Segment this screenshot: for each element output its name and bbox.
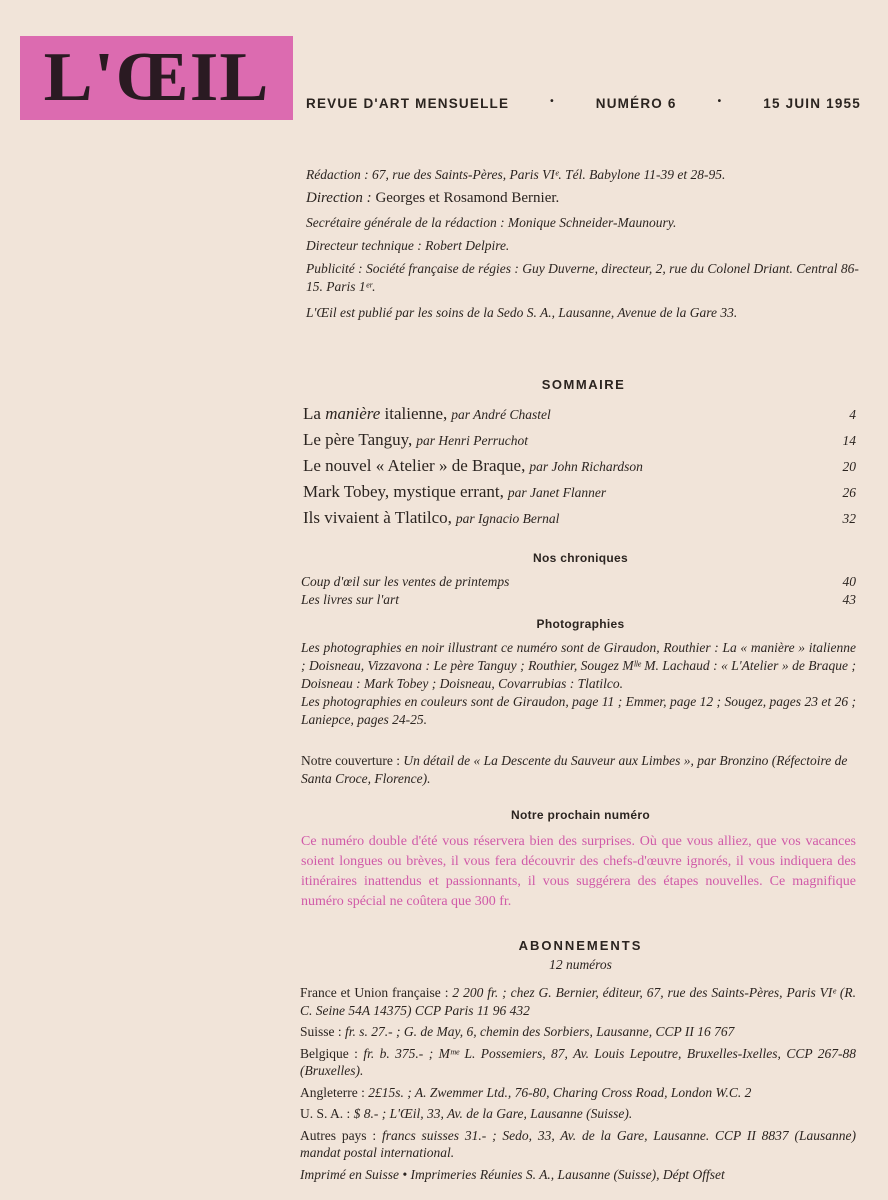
chronique-item[interactable] [301,573,856,591]
toc-item[interactable] [303,482,856,508]
toc-page: 4 [849,407,856,422]
toc-author: par John Richardson [529,459,643,474]
couverture-label: Notre couverture : [301,753,400,768]
credit-secretaire: Secrétaire générale de la rédaction : Monique Schneider-Maunoury. [306,215,677,230]
masthead-separator: • [550,96,555,107]
toc-item-title [303,508,559,528]
abonnement-text: $ 8.- ; L'Œil, 33, Av. de la Gare, Lausanne (Suisse). [353,1106,633,1121]
toc-item-title [303,430,528,450]
chronique-page: 43 [842,592,856,607]
toc-item-title [303,482,606,502]
toc-item[interactable] [303,404,856,430]
abonnement-label: France et Union française : [300,985,449,1000]
abonnement-row [300,1023,856,1041]
masthead-separator: • [717,96,723,107]
toc-item-title [303,404,551,424]
photographies-heading: Photographies [536,617,625,631]
credit-redaction: Rédaction : 67, rue des Saints-Pères, Paris VIᵉ. Tél. Babylone 11-39 et 28-95. [306,167,726,182]
toc-title-text: italienne, [380,404,448,423]
direction-value: Georges et Rosamond Bernier. [375,190,560,206]
abonnement-row [300,984,856,1019]
toc-title-text: Le père Tanguy, [303,430,413,449]
chroniques-heading: Nos chroniques [533,551,628,565]
toc-title-text: Ils vivaient à Tlatilco, [303,508,452,527]
abonnement-label: Angleterre : [300,1084,365,1100]
abonnement-label: Autres pays : [300,1127,377,1143]
couverture-note [301,752,856,788]
chronique-page: 40 [842,574,856,589]
photographies-credits [301,639,856,729]
toc-page: 32 [842,511,856,526]
abonnement-row [300,1105,856,1123]
masthead-issue: NUMÉRO 6 [595,96,677,111]
toc-title-text: La [303,404,326,423]
masthead [306,96,861,111]
imprint-line: Imprimé en Suisse • Imprimeries Réunies S. A., Lausanne (Suisse), Dépt Offset [300,1166,725,1182]
abonnement-label: U. S. A. : [300,1106,351,1121]
prochain-text: Ce numéro double d'été vous réservera bien des surprises. Où que vous alliez, que vos vacances soient longues ou brèves, il vous fera découvrir des chefs-d'œuvre ignorés, il vous indiquera des itinéraires inattendus et passionnants, il vous suggérera des étapes nouvelles. Ce magnifique numéro spécial ne coûtera que 300 fr. [301,834,856,909]
prochain-heading: Notre prochain numéro [511,808,650,822]
toc-item-title [303,456,643,476]
masthead-title: REVUE D'ART MENSUELLE [306,96,510,111]
abonnement-row [300,1084,856,1102]
abonnement-row [300,1127,856,1162]
logo-text: L'ŒIL [43,39,270,116]
abonnement-label: Suisse : [300,1024,342,1039]
masthead-date: 15 JUIN 1955 [763,96,861,111]
chroniques-list [301,573,856,609]
abonnement-text: 2£15s. ; A. Zwemmer Ltd., 76-80, Charing Cross Road, London W.C. 2 [368,1084,752,1100]
credit-publicite: Publicité : Société française de régies : Guy Duverne, directeur, 2, rue du Colonel Driant. Central 86-15. Paris 1ᵉʳ. [306,261,859,294]
toc-item[interactable] [303,508,856,534]
abonnement-text: fr. b. 375.- ; Mᵐᵉ L. Possemiers, 87, Av. Louis Lepoutre, Bruxelles-Ixelles, CCP 267-88 (Bruxelles). [300,1045,856,1078]
toc-title-emphasis: manière [325,404,381,423]
photo-credits-noir: Les photographies en noir illustrant ce numéro sont de Giraudon, Routhier : La « manière » italienne ; Doisneau, Vizzavona : Le père Tanguy ; Routhier, Sougez Mˡˡᵉ M. Lachaud : « L'Atelier » de Braque ; Doisneau : Mark Tobey ; Doisneau, Covarrubias : Tlatilco. [301,640,856,691]
toc-author: par André Chastel [451,407,551,422]
abonnements-list [300,984,856,1187]
table-of-contents [303,404,856,534]
abonnement-text: fr. s. 27.- ; G. de May, 6, chemin des Sorbiers, Lausanne, CCP II 16 767 [345,1024,735,1039]
toc-title-text: Le nouvel « Atelier » de Braque, [303,456,526,475]
toc-page: 20 [842,459,856,474]
toc-item[interactable] [303,456,856,482]
sommaire-heading: SOMMAIRE [541,377,626,392]
credit-direction [306,189,861,207]
toc-page: 14 [842,433,856,448]
credit-directeur: Directeur technique : Robert Delpire. [306,238,510,253]
toc-author: par Janet Flanner [507,485,607,500]
abonnements-heading: ABONNEMENTS [518,938,643,953]
credit-editeur: L'Œil est publié par les soins de la Sedo S. A., Lausanne, Avenue de la Gare 33. [306,305,738,320]
abonnement-text: francs suisses 31.- ; Sedo, 33, Av. de la Gare, Lausanne. CCP II 8837 (Lausanne) mandat postal international. [300,1127,856,1160]
toc-page: 26 [842,485,856,500]
abonnements-subtitle: 12 numéros [549,957,612,972]
credits [306,166,861,327]
chronique-label: Les livres sur l'art [301,592,400,607]
couverture-text: Un détail de « La Descente du Sauveur aux Limbes », par Bronzino (Réfectoire de Santa Croce, Florence). [301,753,848,786]
direction-label: Direction : [306,190,372,206]
toc-title-text: Mark Tobey, mystique errant, [303,482,504,501]
toc-item[interactable] [303,430,856,456]
toc-author: par Ignacio Bernal [455,511,560,526]
abonnement-label: Belgique : [300,1045,358,1061]
toc-author: par Henri Perruchot [416,433,529,448]
chronique-label: Coup d'œil sur les ventes de printemps [301,574,510,589]
photo-credits-couleurs: Les photographies en couleurs sont de Giraudon, page 11 ; Emmer, page 12 ; Sougez, pages 23 et 26 ; Laniepce, pages 24-25. [301,694,856,727]
chronique-item[interactable] [301,591,856,609]
abonnement-row [300,1045,856,1080]
abonnement-text: 2 200 fr. ; chez G. Bernier, éditeur, 67, rue des Saints-Pères, Paris VIᵉ (R. C. Seine 54A 14375) CCP Paris 11 96 432 [300,985,857,1018]
logo [20,36,293,120]
